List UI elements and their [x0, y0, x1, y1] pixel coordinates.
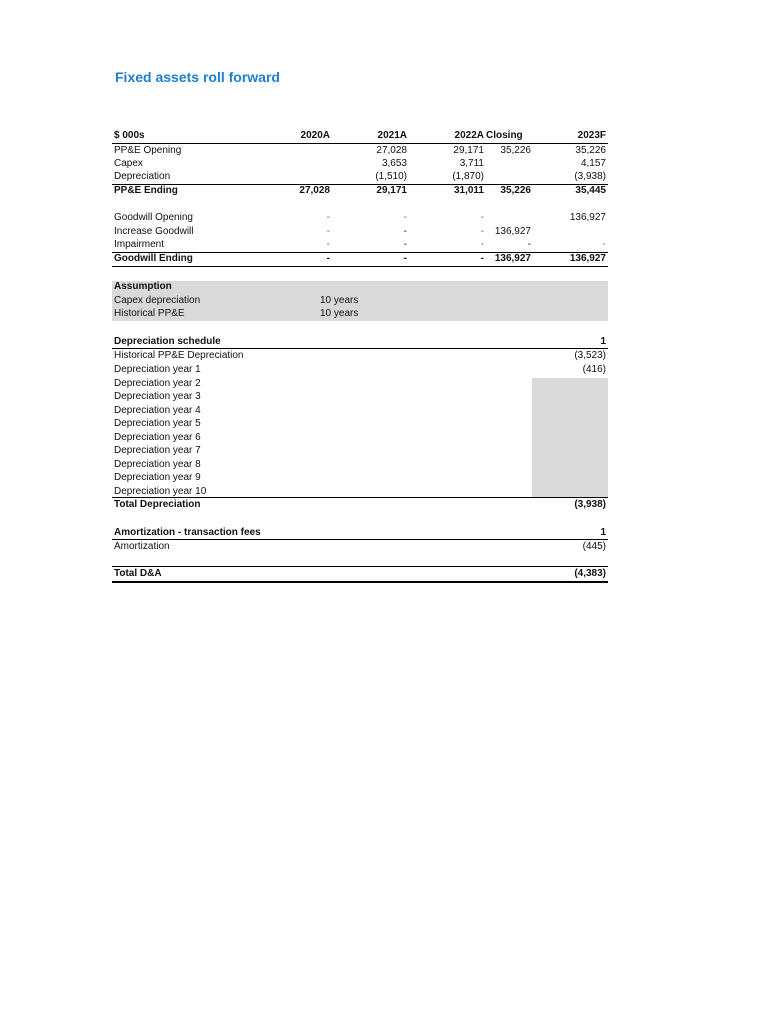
schedule-header-rule [112, 348, 608, 349]
goodwill-increase-2022: - [480, 226, 484, 237]
ppe-opening-2021: 27,028 [376, 145, 407, 156]
ppe-ending-2023: 35,445 [575, 185, 606, 196]
ppe-ending-2020: 27,028 [299, 185, 330, 196]
capex-depreciation-label: Capex depreciation [114, 295, 201, 306]
header-2021a: 2021A [377, 130, 407, 141]
depreciation-2022: (1,870) [452, 171, 484, 182]
schedule-row-value: (3,523) [574, 350, 606, 361]
schedule-row-label: Depreciation year 8 [114, 459, 201, 470]
goodwill-bottom-rule [112, 266, 608, 267]
amortization-label: Amortization [114, 541, 170, 552]
goodwill-opening-2021: - [403, 212, 407, 223]
schedule-heading-value: 1 [600, 336, 606, 347]
ppe-ending-closing: 35,226 [500, 185, 531, 196]
ppe-opening-2022: 29,171 [453, 145, 484, 156]
historical-ppe-value: 10 years [320, 308, 359, 319]
total-da-label: Total D&A [114, 568, 162, 579]
schedule-row-label: Depreciation year 1 [114, 364, 201, 375]
impairment-2020: - [326, 239, 330, 250]
impairment-2022: - [480, 239, 484, 250]
schedule-row-value: (416) [582, 364, 606, 375]
goodwill-ending-2023: 136,927 [569, 253, 606, 264]
impairment-closing: - [527, 239, 531, 250]
ppe-ending-2021: 29,171 [376, 185, 407, 196]
capex-label: Capex [114, 158, 143, 169]
schedule-row-label: Depreciation year 10 [114, 486, 207, 497]
total-da-bottom-rule [112, 581, 608, 583]
goodwill-increase-2020: - [326, 226, 330, 237]
goodwill-opening-2020: - [326, 212, 330, 223]
depreciation-2023: (3,938) [574, 171, 606, 182]
schedule-row-label: Depreciation year 2 [114, 378, 201, 389]
ppe-opening-2023: 35,226 [575, 145, 606, 156]
header-units: $ 000s [114, 130, 145, 141]
impairment-2021: - [403, 239, 407, 250]
amortization-heading: Amortization - transaction fees [114, 527, 261, 538]
header-2023f: 2023F [577, 130, 606, 141]
impairment-2023: - [602, 239, 606, 250]
goodwill-ending-2021: - [403, 253, 407, 264]
total-da-top-rule [112, 566, 608, 567]
capex-2021: 3,653 [381, 158, 407, 169]
ppe-ending-2022: 31,011 [453, 185, 484, 196]
goodwill-opening-2023: 136,927 [569, 212, 606, 223]
ppe-opening-label: PP&E Opening [114, 145, 182, 156]
goodwill-increase-label: Increase Goodwill [114, 226, 194, 237]
schedule-heading: Depreciation schedule [114, 336, 221, 347]
capex-2022: 3,711 [459, 158, 484, 169]
amortization-header-rule [112, 539, 608, 540]
amortization-value: (445) [582, 541, 606, 552]
header-rule [112, 143, 608, 144]
header-2022a: 2022A [454, 130, 484, 141]
schedule-row-label: Historical PP&E Depreciation [114, 350, 244, 361]
schedule-row-label: Depreciation year 9 [114, 472, 201, 483]
total-da-value: (4,383) [574, 568, 606, 579]
schedule-row-label: Depreciation year 5 [114, 418, 201, 429]
goodwill-increase-2021: - [403, 226, 407, 237]
header-2020a: 2020A [300, 130, 330, 141]
page-title: Fixed assets roll forward [115, 69, 280, 85]
assumption-heading: Assumption [114, 281, 172, 292]
impairment-label: Impairment [114, 239, 165, 250]
schedule-row-label: Depreciation year 6 [114, 432, 201, 443]
schedule-row-label: Depreciation year 3 [114, 391, 201, 402]
capex-depreciation-value: 10 years [320, 295, 359, 306]
ppe-opening-closing: 35,226 [500, 145, 531, 156]
goodwill-ending-label: Goodwill Ending [114, 253, 193, 264]
total-depreciation-value: (3,938) [574, 499, 606, 510]
goodwill-ending-closing: 136,927 [494, 253, 531, 264]
historical-ppe-label: Historical PP&E [114, 308, 185, 319]
goodwill-ending-2020: - [326, 253, 330, 264]
goodwill-opening-2022: - [480, 212, 484, 223]
ppe-ending-label: PP&E Ending [114, 185, 178, 196]
total-depreciation-label: Total Depreciation [114, 499, 201, 510]
depreciation-label: Depreciation [114, 171, 171, 182]
goodwill-increase-closing: 136,927 [494, 226, 531, 237]
schedule-row-label: Depreciation year 7 [114, 445, 201, 456]
header-closing: Closing [486, 130, 523, 141]
schedule-row-label: Depreciation year 4 [114, 405, 201, 416]
goodwill-opening-label: Goodwill Opening [114, 212, 193, 223]
capex-2023: 4,157 [580, 158, 606, 169]
schedule-input-shade [532, 378, 608, 498]
amortization-heading-value: 1 [600, 527, 606, 538]
depreciation-2021: (1,510) [375, 171, 407, 182]
goodwill-ending-2022: - [480, 253, 484, 264]
